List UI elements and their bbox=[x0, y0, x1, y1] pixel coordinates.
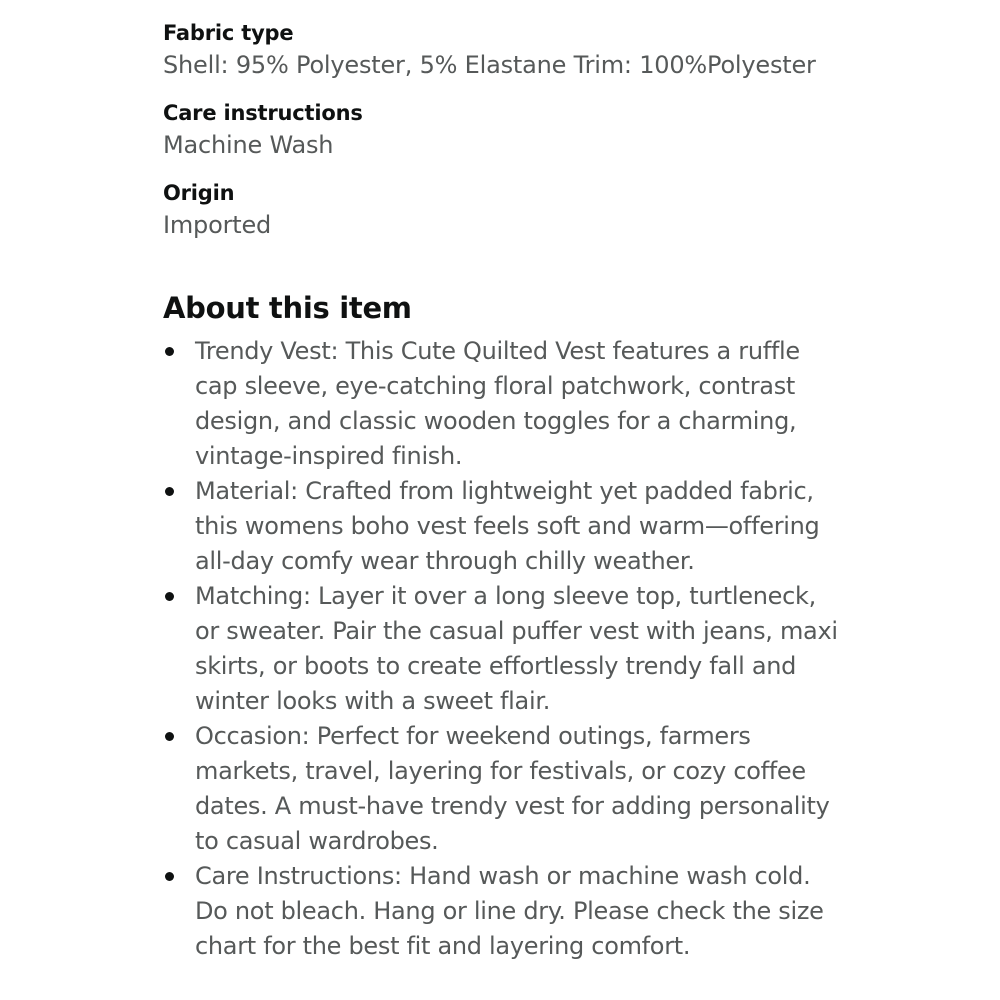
attribute-value: Machine Wash bbox=[163, 131, 334, 159]
bullet-dot-icon bbox=[165, 347, 174, 356]
bullet-dot-icon bbox=[165, 732, 174, 741]
bullet-dot-icon bbox=[165, 487, 174, 496]
attribute-label: Origin bbox=[163, 181, 235, 205]
attribute-label: Care instructions bbox=[163, 101, 363, 125]
bullet-text: Occasion: Perfect for weekend outings, farmers markets, travel, layering for festivals, or cozy coffee dates. A must-have trendy vest for adding personality to casual wardrobes. bbox=[195, 722, 830, 855]
bullet-text: Material: Crafted from lightweight yet padded fabric, this womens boho vest feels soft and warm—offering all-day comfy wear through chilly weather. bbox=[195, 477, 820, 575]
bullet-dot-icon bbox=[165, 592, 174, 601]
product-details bbox=[163, 18, 853, 964]
attribute-care-instructions bbox=[163, 98, 853, 162]
about-bullet-list bbox=[163, 334, 853, 964]
list-item bbox=[163, 579, 845, 719]
attribute-value: Shell: 95% Polyester, 5% Elastane Trim: 100%Polyester bbox=[163, 51, 816, 79]
bullet-text: Matching: Layer it over a long sleeve top, turtleneck, or sweater. Pair the casual puffer vest with jeans, maxi skirts, or boots to create effortlessly trendy fall and winter looks with a sweet flair. bbox=[195, 582, 838, 715]
about-heading: About this item bbox=[163, 291, 412, 325]
attribute-value: Imported bbox=[163, 211, 272, 239]
list-item bbox=[163, 474, 845, 579]
bullet-text: Care Instructions: Hand wash or machine wash cold. Do not bleach. Hang or line dry. Please check the size chart for the best fit and layering comfort. bbox=[195, 862, 824, 960]
attribute-fabric-type bbox=[163, 18, 853, 82]
list-item bbox=[163, 719, 845, 859]
attribute-label: Fabric type bbox=[163, 21, 294, 45]
list-item bbox=[163, 334, 845, 474]
attribute-origin bbox=[163, 178, 853, 242]
bullet-dot-icon bbox=[165, 872, 174, 881]
bullet-text: Trendy Vest: This Cute Quilted Vest features a ruffle cap sleeve, eye-catching floral patchwork, contrast design, and classic wooden toggles for a charming, vintage-inspired finish. bbox=[195, 337, 800, 470]
list-item bbox=[163, 859, 845, 964]
